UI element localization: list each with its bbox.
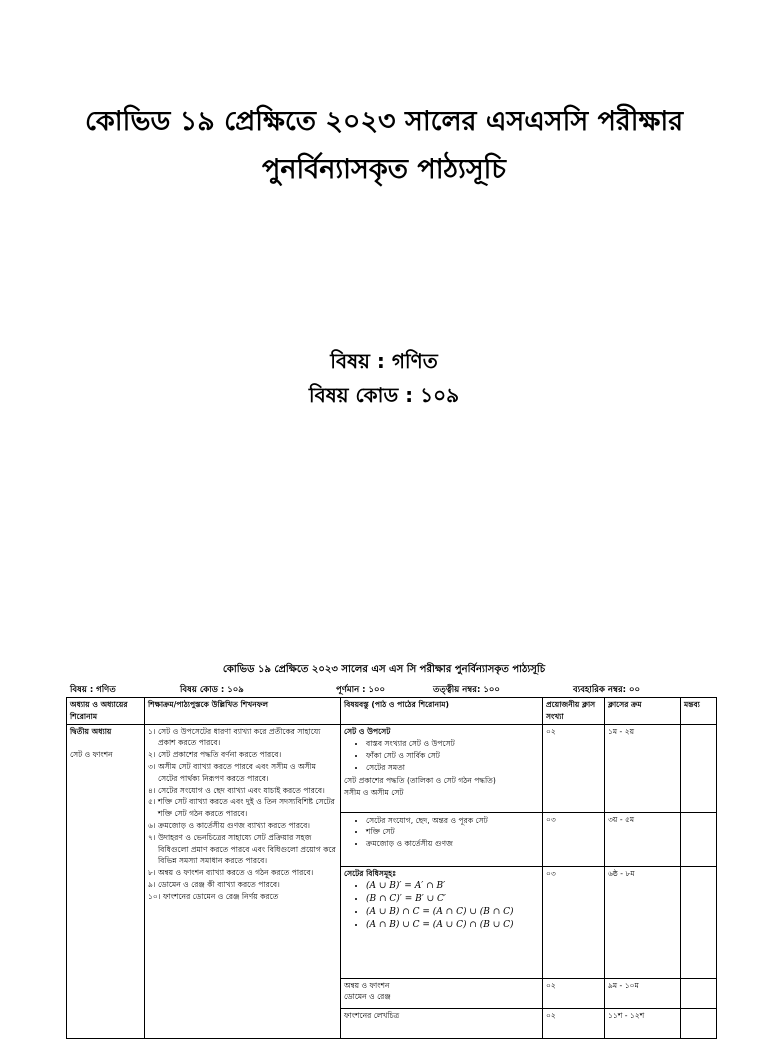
header-chapter: অধ্যায় ও অধ্যায়ের শিরোনাম xyxy=(67,698,145,725)
content-line: ডোমেন ও রেঞ্জ xyxy=(344,992,391,1002)
header-order: ক্লাসের ক্রম xyxy=(605,698,681,725)
set-law-formula: • (A ∪ B)′ = A′ ∩ B′ xyxy=(366,880,539,893)
header-outcomes: শিক্ষাক্রম/পাঠ্যপুস্তকে উল্লিখিত শিখনফল xyxy=(145,698,341,725)
subject-name: বিষয় : গণিত xyxy=(330,349,438,373)
syllabus-table xyxy=(66,697,717,1039)
content-bullet-list xyxy=(354,738,539,773)
content-bullet: • বাস্তব সংখ্যার সেট ও উপসেট xyxy=(366,738,539,750)
classes-cell: ০৩ xyxy=(543,812,605,866)
content-cell xyxy=(341,812,543,866)
outcome-item: ৪। সেটের সংযোগ ও ছেদ ব্যাখ্যা এবং যাচাই করতে পারবে। xyxy=(148,785,325,795)
outcome-item: ৩। অসীম সেট ব্যাখ্যা করতে পারবে এবং সসীম ও অসীম সেটের পার্থক্য নিরূপণ করতে পারবে। xyxy=(148,761,316,783)
title-line-2: পুনর্বিন্যাসকৃত পাঠ্যসূচি xyxy=(262,154,506,185)
content-cell xyxy=(341,866,543,978)
meta-theory-marks: তত্ত্বীয় নম্বর: ১০০ xyxy=(433,685,500,695)
meta-row xyxy=(68,681,718,697)
outcomes-cell xyxy=(145,724,341,1038)
content-cell xyxy=(341,1008,543,1038)
outcome-item: ১। সেট ও উপসেটের ধারণা ব্যাখ্যা করে প্রতীকের সাহায্যে প্রকাশ করতে পারবে। xyxy=(148,726,321,748)
classes-cell: ০৩ xyxy=(543,866,605,978)
set-law-formula: • (A ∪ B) ∩ C = (A ∩ C) ∪ (B ∩ C) xyxy=(366,906,539,919)
content-bullet: • ফাঁকা সেট ও সার্বিক সেট xyxy=(366,750,539,762)
chapter-name: সেট ও ফাংশন xyxy=(70,750,113,760)
outcome-item: ৫। শক্তি সেট ব্যাখ্যা করতে এবং দুই ও তিন সদস্যবিশিষ্ট সেটের শক্তি সেট গঠন করতে পারবে। xyxy=(148,797,335,819)
content-bullet-list xyxy=(354,815,539,850)
document-title xyxy=(0,98,768,194)
outcome-item: ৯। ডোমেন ও রেঞ্জ কী ব্যাখ্যা করতে পারবে। xyxy=(148,879,280,889)
content-line: সেট প্রকাশের পদ্ধতি (তালিকা ও সেট গঠন পদ্ধতি) xyxy=(344,775,496,785)
subject-code: বিষয় কোড : ১০৯ xyxy=(308,383,460,407)
remarks-cell xyxy=(681,866,717,978)
set-law-formula: • (A ∩ B) ∪ C = (A ∪ C) ∩ (B ∪ C) xyxy=(366,919,539,932)
remarks-cell xyxy=(681,1008,717,1038)
chapter-cell xyxy=(67,724,145,1038)
outcome-item: ৭। উদাহরণ ও ভেনচিত্রের সাহায্যে সেট প্রক্রিয়ার সহজ বিধিগুলো প্রমাণ করতে পারবে এবং বিধিগুলো প্রয়োগ করে বিভিন্ন সমস্যা সমাধান করতে পারবে। xyxy=(148,832,336,866)
content-bullet: • শক্তি সেট xyxy=(366,826,539,838)
title-line-1: কোভিড ১৯ প্রেক্ষিতে ২০২৩ সালের এসএসসি পরীক্ষার xyxy=(84,106,684,137)
outcome-item: ৮। অন্বয় ও ফাংশন ব্যাখ্যা করতে ও গঠন করতে পারবে। xyxy=(148,868,314,878)
classes-cell: ০২ xyxy=(543,1008,605,1038)
meta-code: বিষয় কোড : ১০৯ xyxy=(180,685,244,695)
remarks-cell xyxy=(681,724,717,812)
content-cell xyxy=(341,724,543,812)
order-cell: ১ম - ২য় xyxy=(605,724,681,812)
content-bullet-list xyxy=(354,880,539,932)
order-cell: ১১শ - ১২শ xyxy=(605,1008,681,1038)
classes-cell: ০২ xyxy=(543,724,605,812)
remarks-cell xyxy=(681,978,717,1008)
content-line: অন্বয় ও ফাংশন xyxy=(344,980,390,990)
outcome-item: ২। সেট প্রকাশের পদ্ধতি বর্ণনা করতে পারবে। xyxy=(148,750,282,760)
header-content: বিষয়বস্তু (পাঠ ও পাঠের শিরোনাম) xyxy=(341,698,543,725)
subject-block xyxy=(0,344,768,412)
header-remarks: মন্তব্য xyxy=(681,698,717,725)
content-cell xyxy=(341,978,543,1008)
order-cell: ৬ষ্ঠ - ৮ম xyxy=(605,866,681,978)
set-law-formula: • (B ∩ C)′ = B′ ∪ C′ xyxy=(366,893,539,906)
order-cell: ৩য় - ৫ম xyxy=(605,812,681,866)
outcome-item: ১০। ফাংশনের ডোমেন ও রেঞ্জ নির্ণয় করতে xyxy=(148,891,279,901)
table-row xyxy=(67,724,717,812)
table-header-row xyxy=(67,698,717,725)
outcome-item: ৬। ক্রমজোড় ও কার্তেসীয় গুণজ ব্যাখ্যা করতে পারবে। xyxy=(148,820,311,830)
meta-subject: বিষয় : গণিত xyxy=(70,685,116,695)
content-heading: সেট ও উপসেট xyxy=(344,726,391,736)
classes-cell: ০২ xyxy=(543,978,605,1008)
meta-practical-marks: ব্যবহারিক নম্বর: ০০ xyxy=(573,685,641,695)
table-caption: কোভিড ১৯ প্রেক্ষিতে ২০২৩ সালের এস এস সি পরীক্ষার পুনর্বিন্যাসকৃত পাঠ্যসূচি xyxy=(222,664,546,675)
content-line: ফাংশনের লেখচিত্র xyxy=(344,1010,400,1020)
remarks-cell xyxy=(681,812,717,866)
content-bullet: • সেটের সংযোগ, ছেদ, অন্তর ও পূরক সেট xyxy=(366,815,539,827)
meta-full-marks: পূর্ণমান : ১০০ xyxy=(336,685,386,695)
content-heading: সেটের বিধিসমূহঃ xyxy=(344,868,397,878)
chapter-number: দ্বিতীয় অধ্যায় xyxy=(70,726,112,736)
header-classes: প্রয়োজনীয় ক্লাস সংখ্যা xyxy=(543,698,605,725)
content-bullet: • ক্রমজোড় ও কার্তেসীয় গুণজ xyxy=(366,838,539,850)
content-bullet: • সেটের সমতা xyxy=(366,762,539,774)
order-cell: ৯ম - ১০ম xyxy=(605,978,681,1008)
content-line: সসীম ও অসীম সেট xyxy=(344,787,404,797)
